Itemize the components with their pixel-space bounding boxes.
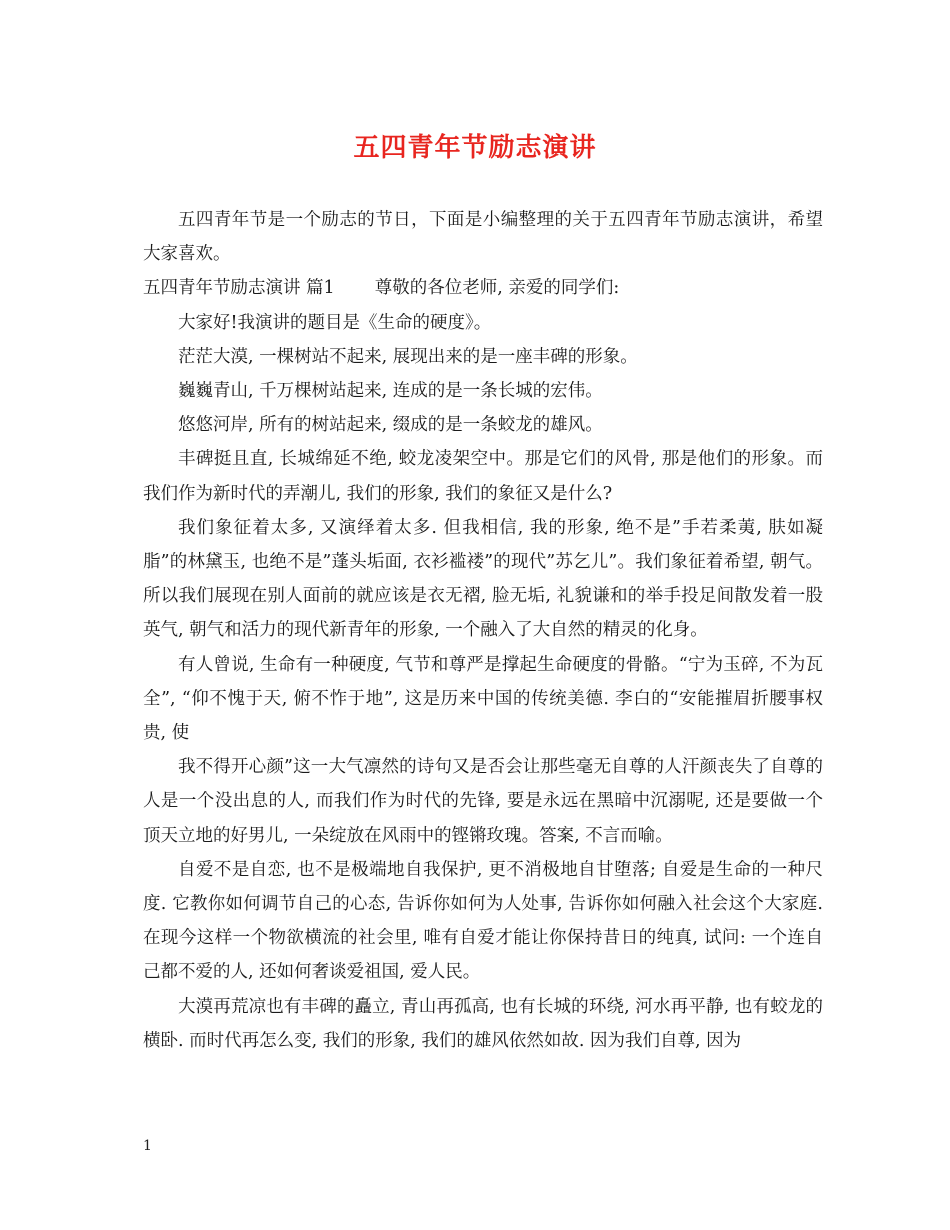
body-paragraph: 自爱不是自恋, 也不是极端地自我保护, 更不消极地自甘堕落; 自爱是生命的一种尺度. 它教你如何调节自己的心态, 告诉你如何为人处事, 告诉你如何融入社会这个大家庭. 在现今这样一个物欲横流的社会里, 唯有自爱才能让你保持昔日的纯真, 试问: 一个连自己都不爱的人, 还如何奢谈爱祖国, 爱人民。 bbox=[143, 859, 823, 983]
section-heading: 五四青年节励志演讲 篇1 bbox=[143, 278, 335, 299]
document-title: 五四青年节励志演讲 bbox=[353, 133, 597, 163]
body-paragraph: 大漠再荒凉也有丰碑的矗立, 青山再孤高, 也有长城的环绕, 河水再平静, 也有蛟龙的横卧. 而时代再怎么变, 我们的形象, 我们的雄风依然如故. 因为我们自尊, 因为 bbox=[143, 996, 823, 1051]
body-paragraph: 我们象征着太多, 又演绎着太多. 但我相信, 我的形象, 绝不是”手若柔荑, 肤如凝脂”的林黛玉, 也绝不是”蓬头垢面, 衣衫褴褛”的现代”苏乞儿”。我们象征着希望, 朝气。所以我们展现在别人面前的就应该是衣无褶, 脸无垢, 礼貌谦和的举手投足间散发着一股英气, 朝气和活力的现代新青年的形象, 一个融入了大自然的精灵的化身。 bbox=[143, 517, 823, 641]
body-paragraph: 茫茫大漠, 一棵树站不起来, 展现出来的是一座丰碑的形象。 bbox=[178, 346, 638, 367]
body-paragraph: 我不得开心颜”这一大气凛然的诗句又是否会让那些毫无自尊的人汗颜丧失了自尊的人是一个没出息的人, 而我们作为时代的先锋, 要是永远在黑暗中沉溺呢, 还是要做一个顶天立地的好男儿, 一朵绽放在风雨中的铿锵玫瑰。答案, 不言而喻。 bbox=[143, 757, 823, 846]
body-paragraph: 悠悠河岸, 所有的树站起来, 缀成的是一条蛟龙的雄风。 bbox=[178, 415, 603, 436]
document-body bbox=[143, 203, 823, 1058]
intro-paragraph: 五四青年节是一个励志的节日，下面是小编整理的关于五四青年节励志演讲，希望大家喜欢。 bbox=[143, 210, 823, 265]
body-paragraph: 有人曾说, 生命有一种硬度, 气节和尊严是撑起生命硬度的骨骼。“宁为玉碎, 不为瓦全”, “仰不愧于天, 俯不怍于地”, 这是历来中国的传统美德. 李白的“安能摧眉折腰事权贵, 使 bbox=[143, 654, 823, 744]
body-paragraph: 丰碑挺且直, 长城绵延不绝, 蛟龙凌架空中。那是它们的风骨, 那是他们的形象。而我们作为新时代的弄潮儿, 我们的形象, 我们的象征又是什么? bbox=[143, 449, 823, 504]
section-heading-line bbox=[143, 271, 823, 305]
body-paragraph: 大家好!我演讲的题目是《生命的硬度》。 bbox=[178, 312, 492, 333]
salutation: 尊敬的各位老师, 亲爱的同学们: bbox=[374, 278, 620, 299]
page-number: 1 bbox=[143, 1138, 152, 1154]
body-paragraph: 巍巍青山, 千万棵树站起来, 连成的是一条长城的宏伟。 bbox=[178, 381, 603, 402]
